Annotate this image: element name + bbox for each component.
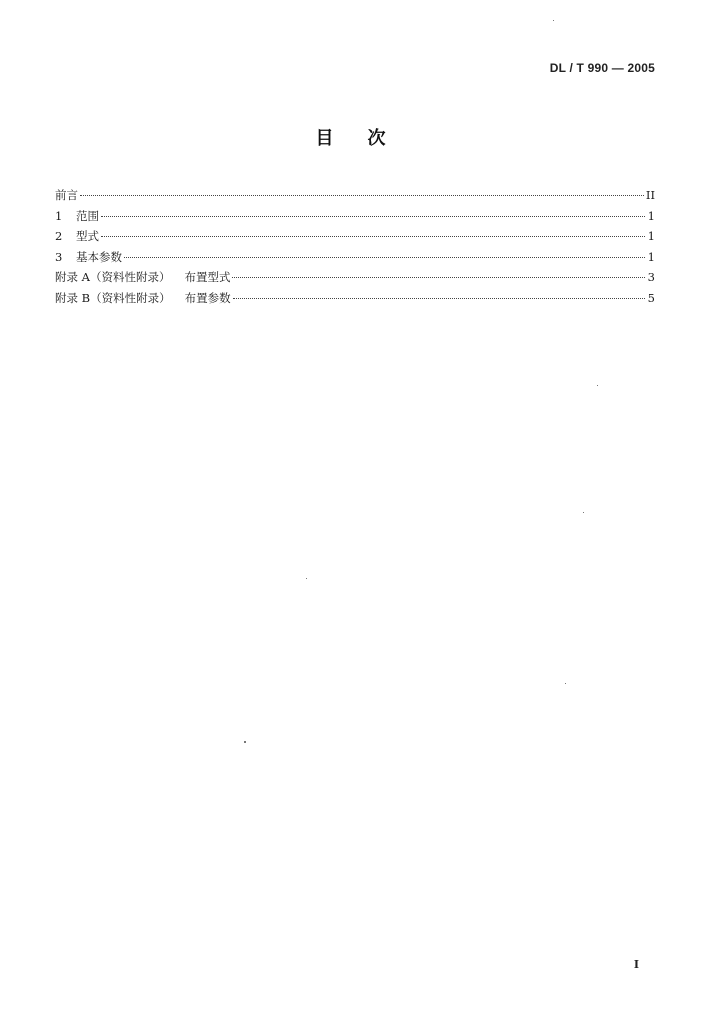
toc-entry-label: 2 型式 [55, 229, 99, 243]
standard-code: DL / T 990 — 2005 [549, 61, 655, 75]
toc-page-number: 1 [647, 249, 655, 264]
toc-entry-appendix-a[interactable] [55, 267, 655, 288]
scan-speck [244, 741, 246, 743]
toc-entry-basic-parameters[interactable] [55, 247, 655, 268]
scan-speck [597, 385, 598, 386]
toc-page-number: II [645, 188, 655, 202]
scan-speck [306, 578, 307, 579]
toc-entry-label: 附录 B（资料性附录） 布置参数 [55, 290, 231, 305]
scan-speck [553, 20, 554, 21]
scan-speck [565, 683, 566, 684]
page-number: I [633, 958, 639, 971]
toc-page-number: 3 [647, 270, 655, 284]
toc-entry-label: 附录 A（资料性附录） 布置型式 [55, 270, 231, 284]
toc-leader-dots [124, 257, 645, 258]
toc-leader-dots [80, 195, 644, 196]
toc-leader-dots [101, 216, 645, 217]
table-of-contents [55, 185, 655, 308]
toc-entry-foreword[interactable] [55, 185, 655, 206]
page-title: 目次 [315, 128, 420, 149]
scan-speck [583, 512, 584, 513]
toc-entry-type[interactable] [55, 226, 655, 247]
toc-page-number: 1 [647, 229, 655, 243]
toc-entry-label: 1 范围 [55, 208, 99, 223]
toc-entry-label: 前言 [55, 188, 78, 202]
toc-entry-label: 3 基本参数 [55, 249, 122, 264]
toc-page-number: 5 [647, 290, 655, 305]
toc-leader-dots [232, 277, 645, 278]
toc-entry-scope[interactable] [55, 206, 655, 227]
toc-leader-dots [101, 236, 645, 237]
toc-page-number: 1 [647, 208, 655, 223]
toc-entry-appendix-b[interactable] [55, 288, 655, 309]
toc-leader-dots [233, 298, 645, 299]
